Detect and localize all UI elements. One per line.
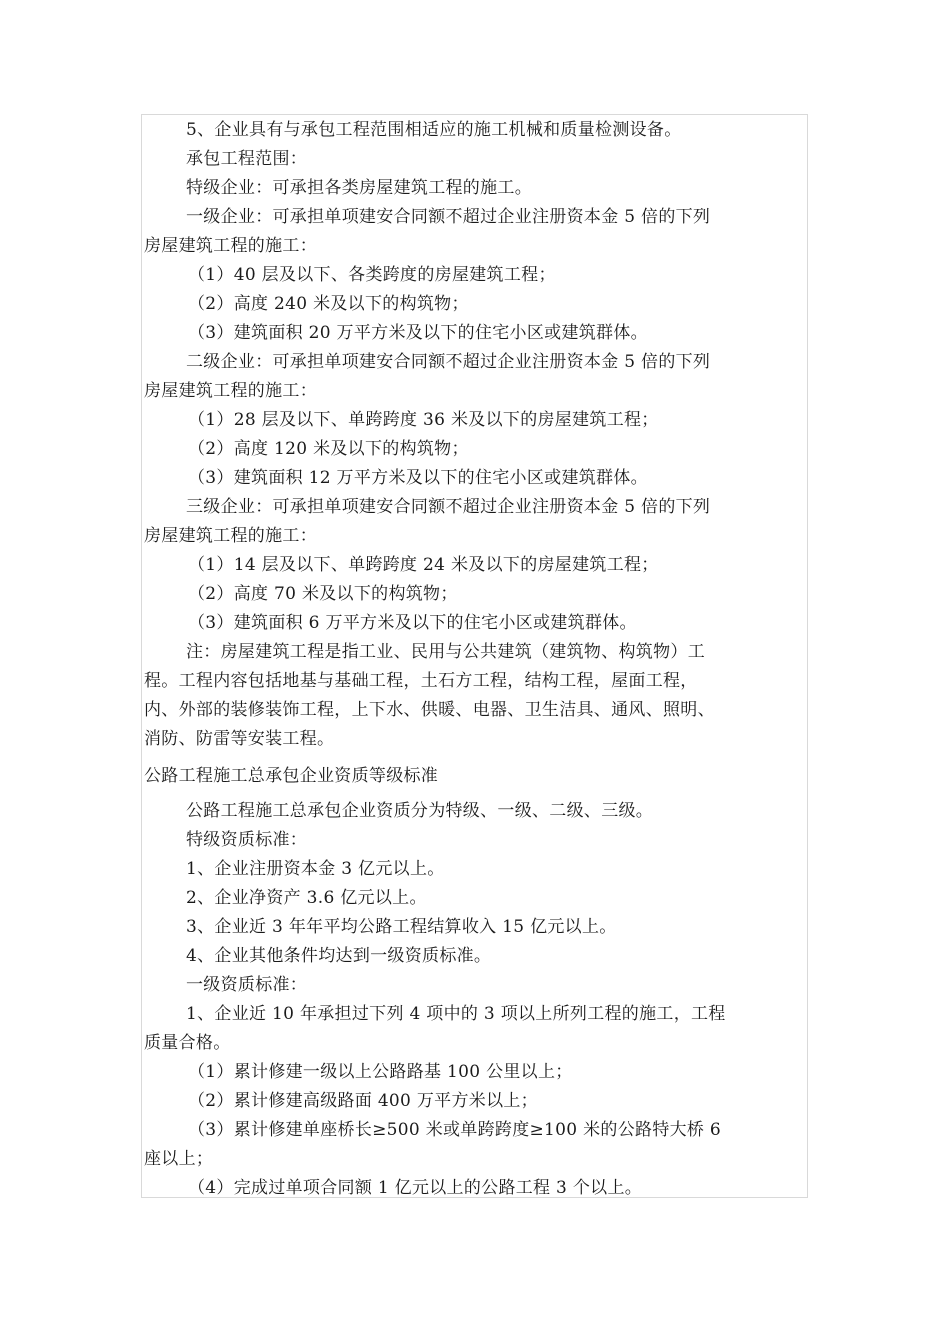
paragraph-line: 一级资质标准： [186, 975, 308, 995]
document-section-highway [144, 797, 808, 1203]
paragraph-line: 特级企业：可承担各类房屋建筑工程的施工。 [186, 178, 532, 198]
paragraph-line: 一级企业：可承担单项建安合同额不超过企业注册资本金 5 倍的下列 [186, 207, 711, 227]
paragraph-line: （2）高度 120 米及以下的构筑物； [188, 439, 469, 459]
paragraph-line: （1）28 层及以下、单跨跨度 36 米及以下的房屋建筑工程； [188, 410, 659, 430]
paragraph-line: 质量合格。 [144, 1033, 231, 1053]
paragraph-line: 房屋建筑工程的施工： [144, 236, 317, 256]
paragraph-line: 房屋建筑工程的施工： [144, 526, 317, 546]
paragraph-line: 2、企业净资产 3.6 亿元以上。 [186, 888, 427, 908]
section-heading: 公路工程施工总承包企业资质等级标准 [144, 766, 439, 786]
paragraph-line: 5、企业具有与承包工程范围相适应的施工机械和质量检测设备。 [186, 120, 682, 140]
document-section-building [144, 116, 808, 754]
paragraph-line: 特级资质标准： [186, 830, 308, 850]
paragraph-line: （1）累计修建一级以上公路路基 100 公里以上； [188, 1062, 573, 1082]
paragraph-line: 座以上； [144, 1149, 214, 1169]
paragraph-line: 4、企业其他条件均达到一级资质标准。 [186, 946, 492, 966]
paragraph-line: （1）14 层及以下、单跨跨度 24 米及以下的房屋建筑工程； [188, 555, 659, 575]
paragraph-line: 消防、防雷等安装工程。 [144, 729, 335, 749]
paragraph-line: 承包工程范围： [186, 149, 308, 169]
paragraph-line: 内、外部的装修装饰工程，上下水、供暖、电器、卫生洁具、通风、照明、 [144, 700, 715, 720]
paragraph-line: （3）建筑面积 12 万平方米及以下的住宅小区或建筑群体。 [188, 468, 648, 488]
paragraph-line: 程。工程内容包括地基与基础工程，土石方工程，结构工程，屋面工程， [144, 671, 698, 691]
paragraph-line: 房屋建筑工程的施工： [144, 381, 317, 401]
paragraph-line: （1）40 层及以下、各类跨度的房屋建筑工程； [188, 265, 556, 285]
paragraph-line: 1、企业近 10 年承担过下列 4 项中的 3 项以上所列工程的施工，工程 [186, 1004, 726, 1024]
paragraph-line: （2）累计修建高级路面 400 万平方米以上； [188, 1091, 538, 1111]
paragraph-line: （3）建筑面积 20 万平方米及以下的住宅小区或建筑群体。 [188, 323, 648, 343]
paragraph-line: 注：房屋建筑工程是指工业、民用与公共建筑（建筑物、构筑物）工 [186, 642, 705, 662]
paragraph-line: （2）高度 240 米及以下的构筑物； [188, 294, 469, 314]
paragraph-line: 1、企业注册资本金 3 亿元以上。 [186, 859, 445, 879]
paragraph-line: 三级企业：可承担单项建安合同额不超过企业注册资本金 5 倍的下列 [186, 497, 711, 517]
paragraph-line: 3、企业近 3 年年平均公路工程结算收入 15 亿元以上。 [186, 917, 617, 937]
paragraph-line: 公路工程施工总承包企业资质分为特级、一级、二级、三级。 [186, 801, 654, 821]
paragraph-line: 二级企业：可承担单项建安合同额不超过企业注册资本金 5 倍的下列 [186, 352, 711, 372]
paragraph-line: （3）建筑面积 6 万平方米及以下的住宅小区或建筑群体。 [188, 613, 637, 633]
paragraph-line: （3）累计修建单座桥长≥500 米或单跨跨度≥100 米的公路特大桥 6 [188, 1120, 722, 1140]
paragraph-line: （2）高度 70 米及以下的构筑物； [188, 584, 458, 604]
paragraph-line: （4）完成过单项合同额 1 亿元以上的公路工程 3 个以上。 [188, 1178, 643, 1198]
